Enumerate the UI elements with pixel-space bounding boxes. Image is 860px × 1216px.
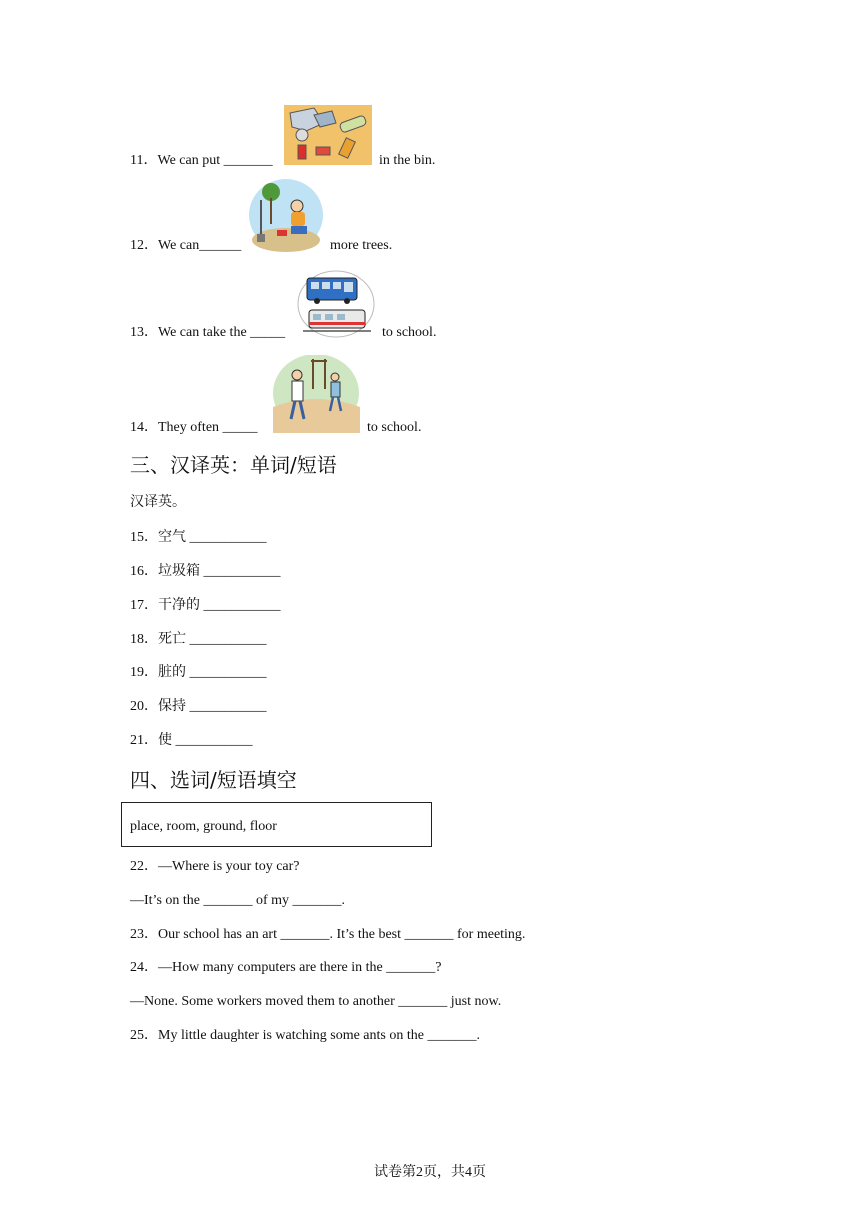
q22-answer: —It’s on the _______ of my _______.	[130, 893, 346, 908]
section3-item-15: 15．空气 ___________	[130, 530, 267, 545]
boy-planting-tree-icon	[249, 178, 323, 252]
q23-text: 23．Our school has an art _______. It’s the best _______ for meeting.	[130, 927, 526, 942]
section3-item-20: 20．保持 ___________	[130, 699, 267, 714]
q25-text: 25．My little daughter is watching some ants on the _______.	[130, 1028, 480, 1043]
section3-instruction: 汉译英。	[130, 495, 186, 510]
q13-text-after: to school.	[382, 325, 437, 340]
section3-item-21: 21．使 ___________	[130, 733, 253, 748]
section3-item-17: 17．干净的 ___________	[130, 598, 281, 613]
page-footer: 试卷第2页，共4页	[374, 1165, 486, 1180]
q24-question: 24．—How many computers are there in the _______?	[130, 960, 442, 975]
q11-text-after: in the bin.	[379, 153, 436, 168]
q14-text-before: 14．They often _____	[130, 420, 258, 435]
section3-item-19: 19．脏的 ___________	[130, 665, 267, 680]
section3-item-18: 18．死亡 ___________	[130, 632, 267, 647]
q12-text-after: more trees.	[330, 238, 393, 253]
recyclable-rubbish-icon	[284, 105, 372, 165]
q22-question: 22．—Where is your toy car?	[130, 859, 300, 874]
q12-text-before: 12．We can______	[130, 238, 242, 253]
q24-answer: —None. Some workers moved them to another _______ just now.	[130, 994, 502, 1009]
bus-and-train-icon	[297, 270, 375, 338]
section3-heading: 三、汉译英：单词/短语	[130, 453, 337, 477]
word-box	[121, 802, 432, 847]
q11-text-before: 11．We can put _______	[130, 153, 273, 168]
word-box-text: place, room, ground, floor	[130, 819, 277, 834]
children-walking-icon	[273, 355, 360, 433]
section4-heading: 四、选词/短语填空	[130, 768, 297, 792]
q14-text-after: to school.	[367, 420, 422, 435]
section3-item-16: 16．垃圾箱 ___________	[130, 564, 281, 579]
q13-text-before: 13．We can take the _____	[130, 325, 286, 340]
